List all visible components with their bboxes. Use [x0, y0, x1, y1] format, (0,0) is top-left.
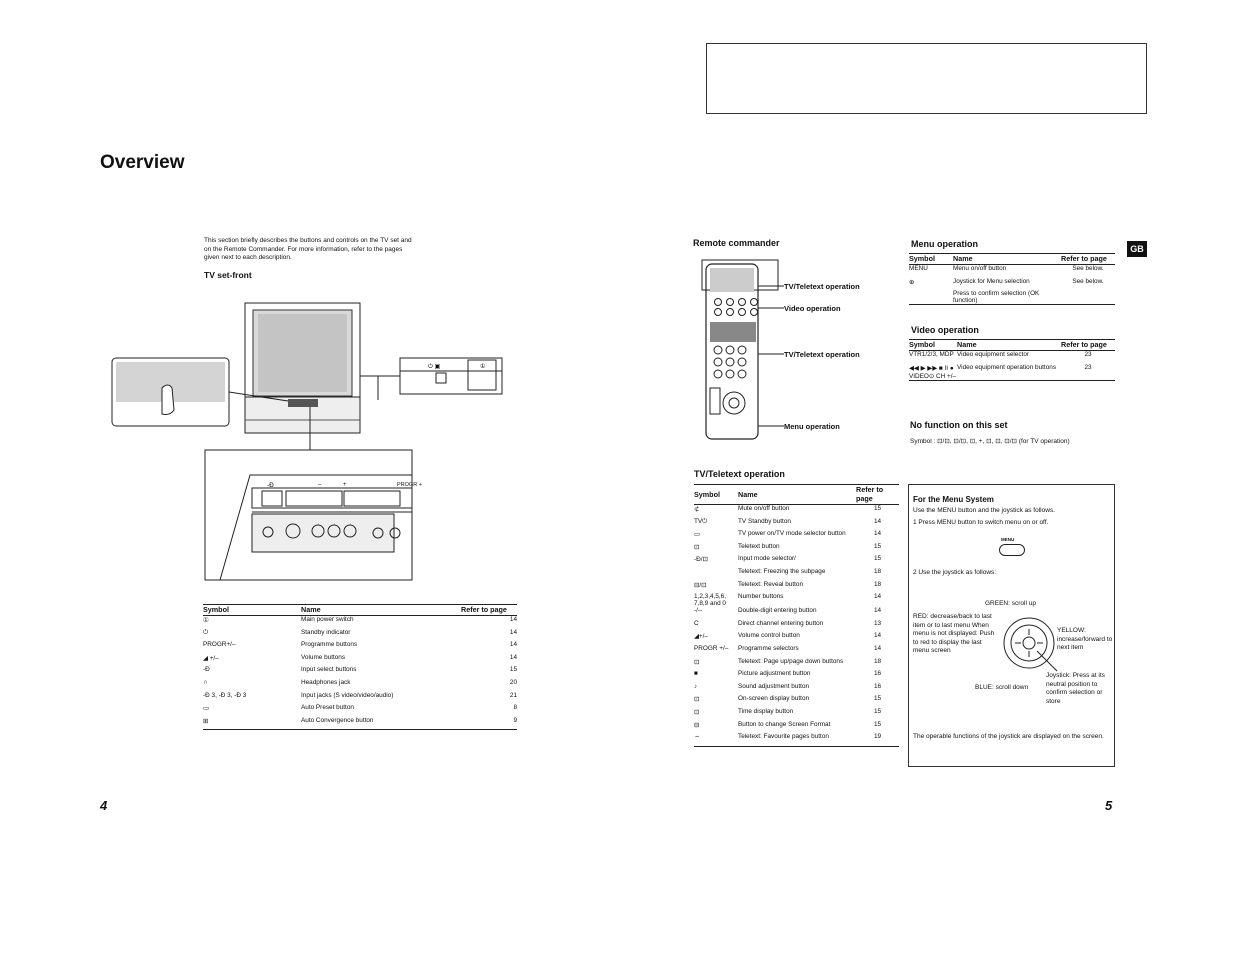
cell-name: Auto Convergence button: [301, 717, 461, 730]
joystick-yellow: YELLOW: increase/forward to next item: [1057, 627, 1113, 651]
tv-front-table: [203, 604, 517, 730]
col-symbol: Symbol: [909, 340, 957, 351]
cell-symbol: VTR1/2/3, MDP: [909, 351, 954, 358]
cell-name: Button to change Screen Format: [738, 720, 831, 728]
cell-page: 15: [873, 555, 882, 563]
header-box: [706, 43, 1147, 114]
cell-name: TV Standby button: [738, 517, 791, 525]
cell-symbol: TV⏻: [694, 517, 708, 525]
no-function-text: Symbol : ⊡/⊡, ⊡/⊡, ⊡, +, ⊡, ⊡, ⊡/⊡ (for TV operation): [910, 438, 1070, 445]
cell-name: Teletext: Freezing the subpage: [738, 567, 826, 575]
table-row: [694, 695, 899, 708]
cell-name: On-screen display button: [738, 695, 810, 703]
table-row: [203, 641, 517, 654]
cell-name: Picture adjustment button: [738, 670, 811, 678]
cell-symbol: ⏻: [203, 628, 209, 636]
cell-name: Input jacks (S video/video/audio): [301, 691, 394, 699]
cell-page: 14: [873, 593, 882, 601]
col-page: Refer to page: [461, 605, 517, 616]
table-row: [203, 679, 517, 692]
cell-name: Number buttons: [738, 593, 784, 601]
menu-system-title: For the Menu System: [913, 495, 994, 504]
panel-label-progr: PROGR +: [397, 482, 422, 488]
cell-symbol: ■: [694, 670, 698, 678]
table-row: [694, 555, 899, 568]
cell-page: 9: [461, 717, 517, 730]
callout-tv-teletext-1: TV/Teletext operation: [784, 282, 860, 291]
cell-symbol: ♪: [694, 682, 698, 690]
cell-symbol: MENU: [909, 265, 928, 272]
cell-page: 14: [873, 530, 882, 538]
menu-system-footer: The operable functions of the joystick are displayed on the screen.: [913, 733, 1104, 740]
table-row: [203, 692, 517, 705]
page-number-left: 4: [100, 798, 108, 813]
cell-page: 19: [856, 733, 899, 746]
table-row: [694, 645, 899, 658]
cell-symbol: ⊡: [694, 543, 700, 551]
cell-symbol: ▭: [694, 531, 701, 539]
tv-front-illustration: [110, 300, 520, 590]
video-op-heading: Video operation: [911, 325, 979, 335]
cell-symbol: ◢+/–: [694, 633, 708, 641]
cell-page: 13: [873, 619, 882, 627]
cell-symbol: PROGR+/–: [203, 641, 236, 649]
table-row: [694, 683, 899, 696]
cell-symbol: ⊡: [694, 696, 700, 704]
cell-name: Mute on/off button: [738, 505, 790, 512]
table-row: [694, 505, 899, 518]
panel-label-minus: –: [318, 482, 322, 488]
cell-name: Teletext: Page up/page down buttons: [738, 657, 844, 665]
cell-symbol: ⊡: [694, 708, 700, 716]
panel-label-plus: +: [343, 482, 347, 488]
table-row: [694, 518, 899, 531]
cell-symbol: [694, 568, 738, 581]
col-page: Refer to page: [1061, 340, 1115, 351]
gb-tab: GB: [1127, 241, 1147, 257]
cell-name: Input mode selector/: [738, 555, 796, 563]
cell-symbol: ◢ +/–: [203, 654, 219, 662]
menu-op-heading: Menu operation: [911, 239, 978, 249]
table-row: [909, 364, 1115, 381]
cell-page: 16: [873, 682, 882, 690]
table-row: [694, 632, 899, 645]
cell-page: 14: [873, 632, 882, 640]
cell-name: Programme buttons: [301, 641, 358, 649]
cell-name: Sound adjustment button: [738, 682, 810, 690]
joystick-confirm: Joystick: Press at its neutral position to confirm selection or store: [1046, 672, 1105, 705]
table-row: [694, 708, 899, 721]
cell-symbol: ∩: [203, 678, 208, 686]
cell-page: 23: [1084, 351, 1092, 358]
cell-page: 14: [509, 628, 517, 636]
cell-name: Programme selectors: [738, 644, 799, 652]
cell-page: 14: [509, 641, 517, 649]
teletext-table: [694, 484, 899, 747]
cell-symbol: ⊕: [909, 278, 915, 286]
col-name: Name: [953, 254, 1061, 265]
table-row: [694, 568, 899, 581]
cell-name: Double-digit entering button: [738, 607, 817, 615]
table-row: [694, 607, 899, 620]
cell-symbol: ▭: [203, 705, 210, 713]
cell-symbol: 1,2,3,4,5,6, 7,8,9 and 0: [694, 593, 726, 608]
table-row: [909, 351, 1115, 364]
cell-name: Video equipment selector: [957, 351, 1030, 358]
table-row: [694, 733, 899, 746]
cell-page: 15: [873, 720, 882, 728]
cell-page: 14: [509, 653, 517, 661]
cell-symbol: ◀◀ ▶ ▶▶ ■ II ● VIDEO⊙ CH +/–: [909, 364, 957, 380]
cell-page: See below.: [1072, 277, 1104, 285]
cell-name: Volume buttons: [301, 653, 346, 661]
remote-illustration: [700, 258, 790, 443]
teletext-heading: TV/Teletext operation: [694, 469, 785, 479]
cell-name: Volume control button: [738, 632, 800, 640]
cell-page: 14: [509, 616, 517, 623]
table-row: [909, 290, 1115, 305]
table-row: [694, 620, 899, 633]
cell-page: 21: [509, 691, 517, 699]
table-row: [203, 717, 517, 730]
cell-name: Auto Preset button: [301, 704, 354, 712]
menu-button-icon: [999, 544, 1025, 556]
cell-name: Headphones jack: [301, 678, 351, 686]
cell-symbol: -Ð: [203, 666, 210, 674]
joystick-green: GREEN: scroll up: [985, 600, 1036, 607]
cell-name: Menu on/off button: [953, 265, 1007, 272]
cell-page: 20: [509, 678, 517, 686]
video-op-table: [909, 339, 1115, 381]
svg-text:⏻ ▣: ⏻ ▣: [428, 363, 441, 370]
cell-symbol: ⊟/⊡: [694, 581, 707, 589]
menu-system-box: [908, 484, 1115, 767]
table-row: [203, 616, 517, 629]
cell-page: 15: [873, 542, 882, 550]
table-row: [203, 654, 517, 667]
cell-symbol: [909, 290, 953, 305]
col-page: Refer to page: [856, 485, 899, 505]
cell-symbol: ⊄: [694, 506, 700, 513]
joystick-icon: [999, 615, 1059, 675]
no-function-heading: No function on this set: [910, 420, 1008, 430]
cell-page: 23: [1061, 364, 1115, 381]
cell-symbol: ⇔: [694, 733, 738, 746]
svg-text:①: ①: [480, 363, 486, 370]
cell-page: 18: [873, 657, 882, 665]
cell-name: Input select buttons: [301, 666, 357, 674]
cell-name: Press to confirm selection (OK function): [953, 290, 1061, 305]
cell-symbol: -Ð 3, -Ð 3, -Ð 3: [203, 691, 247, 699]
cell-page: 15: [873, 695, 882, 703]
cell-name: Direct channel entering button: [738, 619, 824, 627]
cell-page: 14: [873, 517, 882, 525]
cell-symbol: PROGR +/–: [694, 644, 729, 652]
menu-system-line2: 1 Press MENU button to switch menu on or off.: [913, 519, 1049, 526]
table-row: [694, 658, 899, 671]
menu-system-line3: 2 Use the joystick as follows:: [913, 569, 997, 576]
table-row: [694, 581, 899, 594]
col-name: Name: [957, 340, 1061, 351]
cell-symbol: ①: [203, 617, 209, 624]
intro-text: This section briefly describes the buttons and controls on the TV set and on the Remote Commander. For more information, refer to the pages given next to each description.: [204, 237, 412, 261]
table-row: [694, 593, 899, 607]
table-row: [203, 704, 517, 717]
cell-name: Main power switch: [301, 616, 354, 623]
cell-name: Video equipment operation buttons: [957, 364, 1061, 381]
col-page: Refer to page: [1061, 254, 1115, 265]
tv-front-heading: TV set-front: [204, 270, 252, 280]
cell-page: 14: [873, 607, 882, 615]
col-symbol: Symbol: [203, 605, 301, 616]
cell-page: 16: [873, 670, 882, 678]
cell-name: Standby indicator: [301, 628, 351, 636]
cell-page: 18: [873, 580, 882, 588]
callout-menu: Menu operation: [784, 422, 840, 431]
cell-symbol: -Ð/⊡: [694, 556, 708, 564]
callout-video: Video operation: [784, 304, 841, 313]
cell-page: [1061, 290, 1115, 305]
svg-text:-Ð: -Ð: [267, 482, 274, 489]
remote-heading: Remote commander: [693, 238, 780, 248]
joystick-blue: BLUE: scroll down: [975, 684, 1029, 691]
cell-symbol: -/--: [694, 607, 703, 615]
cell-page: 14: [873, 644, 882, 652]
cell-page: See below.: [1072, 265, 1104, 272]
cell-symbol: C: [694, 619, 699, 627]
col-name: Name: [301, 605, 461, 616]
col-symbol: Symbol: [909, 254, 953, 265]
cell-page: 15: [873, 505, 882, 512]
callout-tv-teletext-2: TV/Teletext operation: [784, 350, 860, 359]
page-number-right: 5: [1105, 798, 1113, 813]
col-symbol: Symbol: [694, 485, 738, 505]
cell-symbol: ⊟: [694, 721, 700, 729]
cell-name: TV power on/TV mode selector button: [738, 530, 846, 538]
col-name: Name: [738, 485, 856, 505]
joystick-red: RED: decrease/back to last item or to last menu When menu is not displayed: Push to red to display the last menu screen: [913, 613, 995, 654]
cell-page: 15: [509, 666, 517, 674]
menu-op-table: [909, 253, 1115, 305]
table-row: [694, 721, 899, 734]
cell-name: Teletext: Reveal button: [738, 580, 804, 588]
cell-page: 8: [513, 704, 517, 712]
cell-page: 18: [873, 567, 882, 575]
table-row: [203, 666, 517, 679]
cell-page: 15: [873, 707, 882, 715]
table-row: [909, 278, 1115, 291]
cell-symbol: ⊞: [203, 717, 301, 730]
table-row: [203, 629, 517, 642]
table-row: [909, 265, 1115, 278]
table-row: [694, 543, 899, 556]
menu-button-label: MENU: [1001, 537, 1015, 542]
menu-system-line1: Use the MENU button and the joystick as follows.: [913, 507, 1055, 514]
cell-name: Teletext button: [738, 542, 780, 550]
page-title: Overview: [100, 152, 185, 173]
cell-name: Joystick for Menu selection: [953, 277, 1030, 285]
cell-name: Teletext: Favourite pages button: [738, 733, 856, 746]
cell-symbol: ⊡: [694, 658, 700, 666]
cell-name: Time display button: [738, 707, 794, 715]
table-row: [694, 670, 899, 683]
table-row: [694, 530, 899, 543]
